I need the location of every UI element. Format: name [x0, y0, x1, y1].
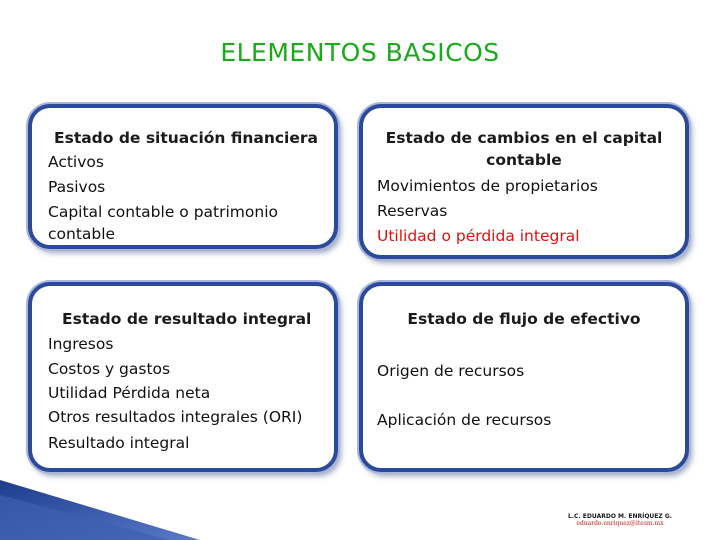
card-heading: Estado de cambios en el capital [385, 129, 663, 147]
card-item: Movimientos de propietarios [377, 177, 598, 195]
card-resultado-integral [28, 282, 338, 472]
card-item-highlight: Utilidad o pérdida integral [377, 227, 580, 245]
author-name: L.C. EDUARDO M. ENRÍQUEZ G. [567, 513, 673, 520]
card-item: Costos y gastos [48, 360, 171, 378]
card-item: Ingresos [48, 335, 114, 353]
card-item: Utilidad Pérdida neta [48, 384, 211, 402]
corner-decoration [0, 460, 200, 540]
card-item: Capital contable o patrimonio [48, 203, 278, 221]
author-signature [560, 513, 680, 527]
card-item: Origen de recursos [377, 362, 525, 380]
card-item: Resultado integral [48, 434, 190, 452]
card-item: Pasivos [48, 178, 106, 196]
page-title: ELEMENTOS BASICOS [220, 38, 500, 67]
card-item: Reservas [377, 202, 448, 220]
card-flujo-efectivo [359, 282, 689, 472]
card-situacion-financiera [28, 104, 338, 249]
card-cambios-capital [359, 104, 689, 259]
card-item: contable [48, 225, 116, 243]
card-heading: Estado de flujo de efectivo [407, 310, 641, 328]
card-item: Otros resultados integrales (ORI) [48, 408, 303, 426]
card-item: Aplicación de recursos [377, 411, 552, 429]
card-heading: Estado de situación financiera [54, 129, 318, 147]
author-email: eduardo.enriquez@itesm.mx [576, 520, 664, 527]
card-heading: contable [486, 151, 562, 169]
card-item: Activos [48, 153, 104, 171]
card-heading: Estado de resultado integral [62, 310, 312, 328]
